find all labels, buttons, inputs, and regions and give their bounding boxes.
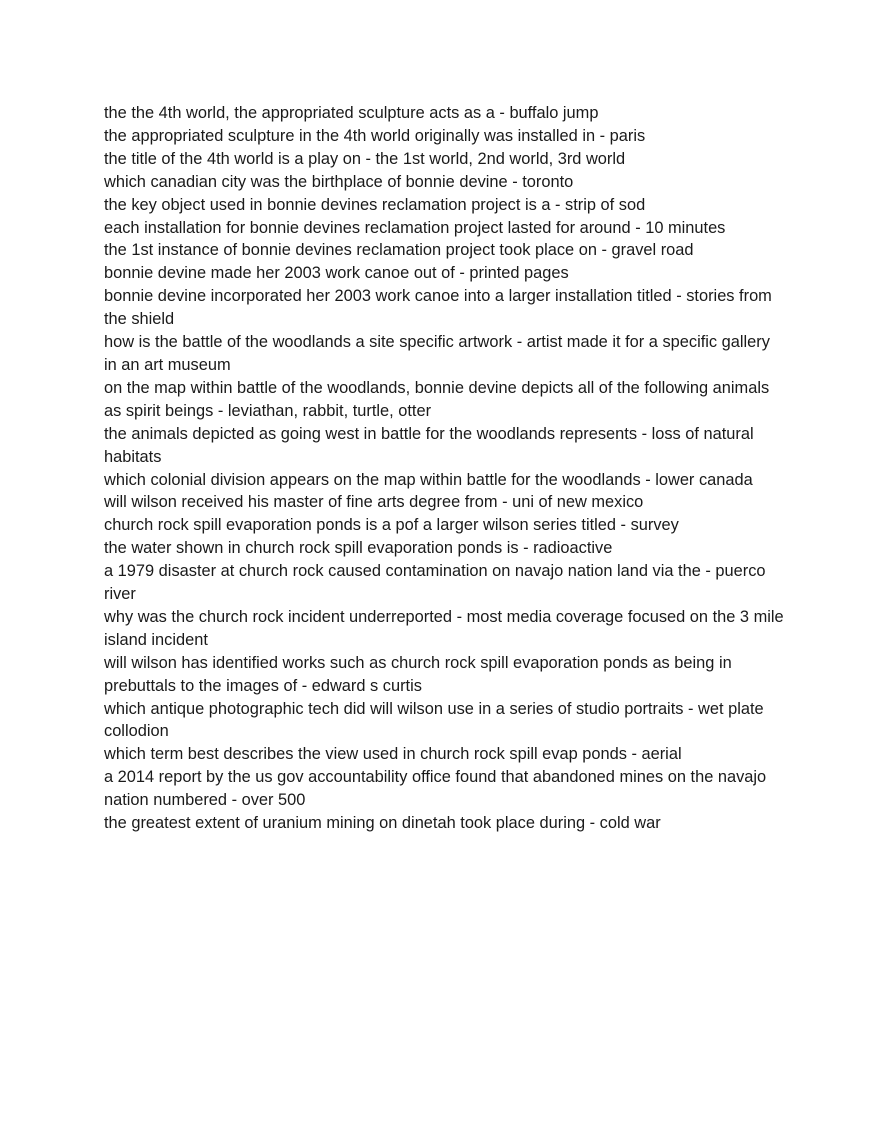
note-line: the appropriated sculpture in the 4th world originally was installed in - paris: [104, 126, 646, 145]
note-line: the greatest extent of uranium mining on dinetah took place during - cold war: [104, 814, 661, 833]
note-line: the 1st instance of bonnie devines reclamation project took place on - gravel road: [104, 241, 694, 260]
note-line: the animals depicted as going west in battle for the woodlands represents - loss of natural habitats: [104, 424, 754, 466]
note-line: the key object used in bonnie devines reclamation project is a - strip of sod: [104, 195, 646, 214]
note-line: on the map within battle of the woodlands, bonnie devine depicts all of the following animals as spirit beings - leviathan, rabbit, turtle, otter: [104, 378, 770, 420]
note-line: the water shown in church rock spill evaporation ponds is - radioactive: [104, 539, 613, 558]
note-line: which term best describes the view used in church rock spill evap ponds - aerial: [104, 745, 682, 764]
note-line: a 1979 disaster at church rock caused contamination on navajo nation land via the - puerco river: [104, 562, 766, 604]
note-line: bonnie devine incorporated her 2003 work canoe into a larger installation titled - stories from the shield: [104, 287, 772, 329]
note-line: will wilson received his master of fine arts degree from - uni of new mexico: [104, 493, 644, 512]
note-line: which antique photographic tech did will wilson use in a series of studio portraits - wet plate collodion: [104, 699, 764, 741]
note-line: church rock spill evaporation ponds is a pof a larger wilson series titled - survey: [104, 516, 679, 535]
note-line: why was the church rock incident underreported - most media coverage focused on the 3 mile island incident: [104, 607, 784, 649]
note-line: which colonial division appears on the map within battle for the woodlands - lower canada: [104, 470, 753, 489]
note-line: the the 4th world, the appropriated sculpture acts as a - buffalo jump: [104, 104, 599, 122]
note-line: will wilson has identified works such as church rock spill evaporation ponds as being in prebuttals to the images of - edward s curtis: [104, 653, 732, 695]
study-notes-list: [104, 102, 784, 835]
note-line: each installation for bonnie devines reclamation project lasted for around - 10 minutes: [104, 218, 726, 237]
note-line: the title of the 4th world is a play on - the 1st world, 2nd world, 3rd world: [104, 149, 626, 168]
note-line: how is the battle of the woodlands a site specific artwork - artist made it for a specific gallery in an art museum: [104, 333, 770, 374]
note-line: a 2014 report by the us gov accountability office found that abandoned mines on the navajo nation numbered - over 500: [104, 768, 767, 810]
note-line: which canadian city was the birthplace of bonnie devine - toronto: [104, 172, 574, 191]
note-line: bonnie devine made her 2003 work canoe out of - printed pages: [104, 264, 569, 283]
